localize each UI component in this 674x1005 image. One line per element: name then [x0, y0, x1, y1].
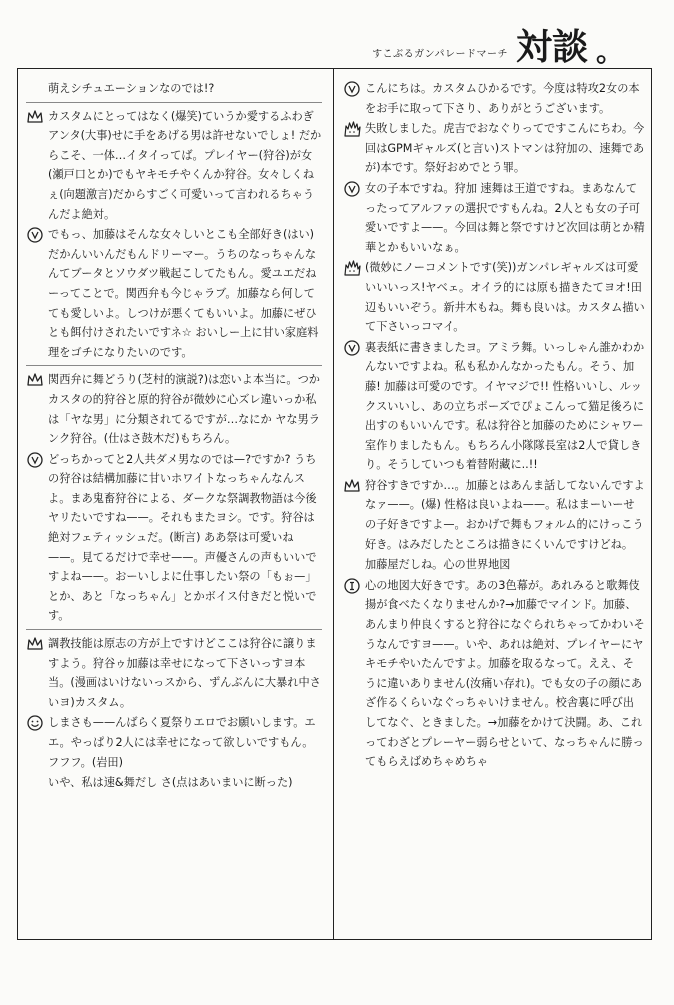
dialogue-entry [26, 370, 322, 448]
dialogue-entry [26, 634, 322, 712]
dialogue-entry [26, 773, 322, 793]
title-mark: 。 [595, 35, 624, 68]
dialogue-entry [343, 338, 645, 475]
circled-i-icon [343, 577, 361, 595]
smiley-icon [26, 714, 44, 732]
dialogue-entry [26, 450, 322, 626]
page-header [372, 27, 624, 68]
entry-text: 裏表紙に書きましたヨ。アミラ舞。いっしゃん誰かわかんないですよね。私も私かんなかったもん。そう、加藤! 加藤は可愛のです。イヤマジで!! 性格いいし、ルックスいいし、あの立ちポーズでぴょこんって猫足後ろに出すのもいいんです。私は狩谷と加藤のためにシャワー室作りましたもん。もちろん小隊隊長室は2人で貸しきり。そうしていつも着替附藏に..!! [365, 340, 645, 472]
entry-separator [26, 365, 322, 366]
entry-text: こんにちは。カスタムひかるです。今度は特攻2女の本をお手に取って下さり、ありがとうございます。 [365, 82, 640, 115]
entry-separator [26, 629, 322, 630]
dialogue-entry [26, 225, 322, 362]
entry-text: 関西弁に舞どうり(芝村的演説?)は恋いよ本当に。つかカスタの的狩谷と原的狩谷が微妙に心ズレ違いっか私は「ヤな男」に分類されてるですが…なにか ヤな男ランク狩谷。(仕はさ鼓木だ)もちろん。 [48, 373, 320, 446]
series-label: すこぶるガンパレードマーチ [372, 49, 508, 60]
entry-text: カスタムにとってはなく(爆笑)ていうか愛するふわぎアンタ(大事)せに手をあげる男は許せないでしょ! だからこそ、一体…イタイってば。プレイヤー(狩谷)が女(瀬戸口とか)でもヤキモチやくんか狩谷。女々しくねぇ(向題激言)だからすごく可愛いって言われるちゃうんだよ絶対。 [48, 109, 322, 221]
column-divider [333, 69, 334, 939]
circled-v-icon [343, 339, 361, 357]
dialogue-entry [343, 476, 645, 554]
left-column [26, 79, 322, 931]
dialogue-entry [343, 576, 645, 772]
dialogue-entry [26, 107, 322, 225]
entry-text: でもっ、加藤はそんな女々しいとこも全部好き(はい)だかんいいんだもんドリーマー。うちのなっちゃんなんてブータとソウダツ戦起こしてたもん。愛ユエだねーってことで。関西弁も今じゃラブ。加藤なら何してても愛しいよ。しつけが悪くてもいいよ。加藤にぜひとも餌付けされたいですネ☆ おいしー上に甘い家庭料理をゴチになりたいのです。 [48, 228, 319, 359]
dialogue-entry [343, 79, 645, 118]
dialogue-entry [26, 713, 322, 772]
entry-separator [26, 102, 322, 103]
circled-v-icon [26, 451, 44, 469]
entry-text: 加藤屋だしね。心の世界地図 [365, 558, 511, 572]
spiky-face-icon [343, 120, 361, 138]
dialogue-entry [343, 119, 645, 178]
spiky-face-icon [343, 259, 361, 277]
circled-v-icon [343, 180, 361, 198]
dialogue-entry [343, 555, 645, 575]
dialogue-frame [17, 68, 652, 940]
dialogue-entry [343, 179, 645, 257]
crown-icon [26, 371, 44, 389]
entry-text: 調教技能は原志の方が上ですけどここは狩谷に譲りますよう。狩谷ゥ加藤は幸せになって下さいっすヨ本当。(漫画はいけないっスから、ずんぶんに大暴れ中さいヨ)カスタム。 [48, 637, 321, 709]
entry-text: 失敗しました。虎吉でおなぐりってですこんにちわ。今回はGPMギャルズ(と言い)ストマンは狩加の、速舞であが)本です。祭好おめでとう罪。 [365, 122, 645, 175]
entry-text: 女の子本ですね。狩加 速舞は王道ですね。まあなんてったってアルファの選択ですもんね。2人とも女の子可愛いですよ——。今回は舞と祭ですけど次回は萌とか精華とかもいいなぁ。 [365, 181, 645, 254]
entry-text: (微妙にノーコメントです(笑))ガンパレギャルズは可愛いいいっス!ヤベェ。オイラ的には原も描きたてヨオ!田辺もいいぞう。新井木もね。舞も良いは。カスタム描いて下さいっコマイ。 [365, 261, 645, 334]
entry-text: 心の地図大好きです。あの3色幕が。あれみると歌舞伎揚が食べたくなりませんか?→加藤でマインド。加藤、あんまり仲良くすると狩谷になぐられちゃってかわいそうなんですヨ——。いや、あれは絶対、プレイヤーにヤキモチやいたんですよ。加藤を取るなって。ええ、そうに違いありません(汝痛い存れ)。でも女の子の顔にあざ作るくらいなぐっちゃいけません。校舎裏に呼び出してなぐ、ときました。→加藤をかけて決闘。あ、これってわざとプレーヤー弱らせといて、なっちゃんに勝ってもらえばめちゃめちゃ [365, 578, 645, 769]
crown-icon [26, 635, 44, 653]
page-title: 対談 [515, 27, 588, 68]
circled-v-icon [343, 80, 361, 98]
entry-text: 萌えシチュエーションなのでは!? [48, 82, 215, 95]
dialogue-entry [26, 79, 322, 99]
entry-text: 狩谷すきですか…。加藤とはあんま話してないんですよなァ——。(爆) 性格は良いよね——。私はまーいーせの子好きですよ—。おかげで舞もフォルム的にけっこう好き。はみだしたところは描きにくいんですけどね。 [365, 478, 645, 551]
circled-v-icon [26, 226, 44, 244]
crown-icon [343, 477, 361, 495]
entry-text: どっちかってと2人共ダメ男なのでは—?ですか? うちの狩谷は結構加藤に甘いホワイトなっちゃんなんスよ。まあ鬼畜狩谷による、ダークな祭調教物語は今後ヤリたいですね——。それもまたヨシ。です。狩谷は絶対フェティッシュだ。(断言) ああ祭は可愛いね——。見てるだけで幸せ——。声優さんの声もいいですよね——。おーいしよに仕事したい祭の「もぉ—」とか、あと「なっちゃん」とかボイス付きだと悦いです。 [48, 452, 317, 623]
entry-text: しまさも——んばらく夏祭りエロでお願いします。エエ。やっぱり2人には幸せになって欲しいですもん。フフフ。(岩田) [48, 716, 316, 769]
dialogue-entry [343, 258, 645, 336]
right-column [343, 79, 645, 931]
entry-text: いや、私は速&舞だし さ(点はあいまいに断った) [48, 776, 293, 790]
crown-icon [26, 108, 44, 126]
